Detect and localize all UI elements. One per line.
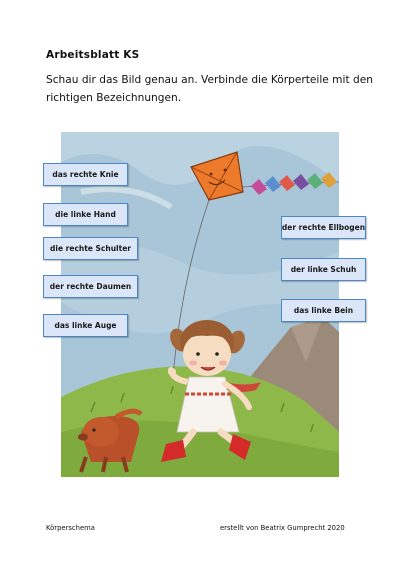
worksheet-title: Arbeitsblatt KS	[46, 49, 140, 61]
label-linke-schuh[interactable]: der linke Schuh	[281, 258, 366, 281]
label-linke-bein[interactable]: das linke Bein	[281, 299, 366, 322]
label-linke-hand[interactable]: die linke Hand	[43, 203, 128, 226]
left-eye	[196, 352, 200, 356]
right-eye	[215, 352, 219, 356]
left-hand	[168, 368, 176, 376]
label-rechte-knie[interactable]: das rechte Knie	[43, 163, 128, 186]
label-linke-auge[interactable]: das linke Auge	[43, 314, 128, 337]
label-rechte-schulter[interactable]: die rechte Schulter	[43, 237, 138, 260]
footer-subject: Körperschema	[46, 524, 95, 532]
label-rechte-daumen[interactable]: der rechte Daumen	[43, 275, 138, 298]
label-rechte-ellbogen[interactable]: der rechte Ellbogen	[281, 216, 366, 239]
footer-author: erstellt von Beatrix Gumprecht 2020	[220, 524, 345, 532]
worksheet-instruction: Schau dir das Bild genau an. Verbinde die Körperteile mit den richtigen Bezeichnungen.	[46, 74, 373, 104]
